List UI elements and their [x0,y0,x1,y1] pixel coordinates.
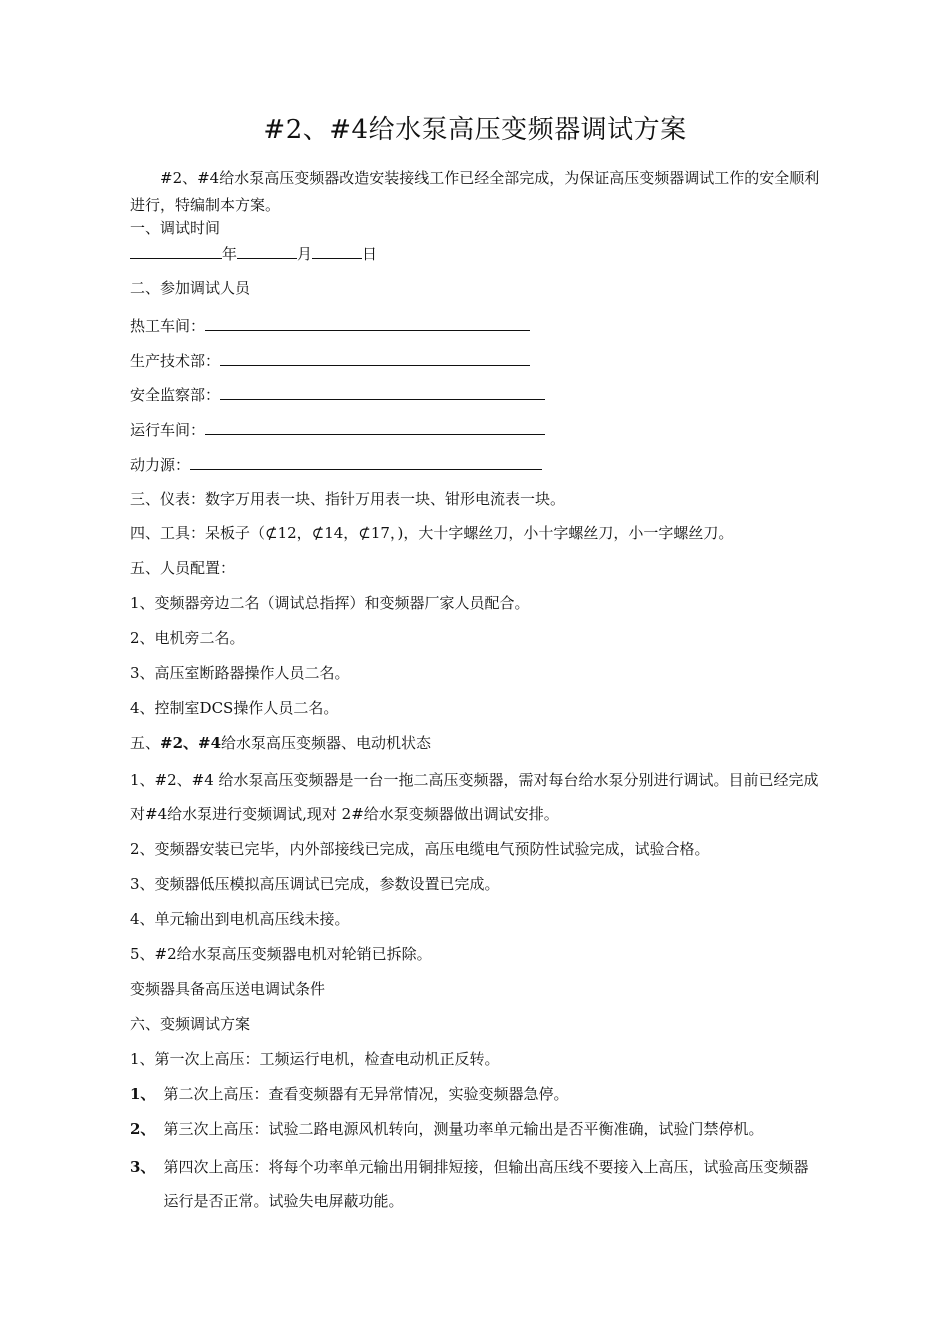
heading-bold: #2、#4 [160,734,222,752]
field-line [205,314,530,331]
state-item-1: 1、#2、#4 给水泵高压变频器是一台一拖二高压变频器，需对每台给水泵分别进行调试。目前已经完成对#4给水泵进行变频调试,现对 2#给水泵变频器做出调试安排。 [130,771,819,823]
list-item: 2、电机旁二名。 [130,629,245,647]
list-item: 4、控制室DCS操作人员二名。 [130,699,339,717]
section-4-tools: 四、工具：呆板子（⊄12，⊄14，⊄17，)，大十字螺丝刀，小十字螺丝刀，小一字螺丝刀。 [130,524,734,542]
item-text: 第二次上高压：查看变频器有无异常情况，实验变频器急停。 [163,1085,569,1103]
field-row [130,418,545,441]
month-label: 月 [297,245,313,263]
field-line [220,349,530,366]
field-label: 动力源： [130,456,191,474]
field-row [130,383,545,406]
field-label: 安全监察部： [130,386,221,404]
list-item: 2、变频器安装已完毕，内外部接线已完成，高压电缆电气预防性试验完成，试验合格。 [130,840,710,858]
year-blank [130,242,222,259]
item-text: 第三次上高压：试验二路电源风机转向，测量功率单元输出是否平衡准确，试验门禁停机。 [163,1120,764,1138]
list-item: 1、第一次上高压：工频运行电机，检查电动机正反转。 [130,1050,500,1068]
item-number: 1、 [130,1085,156,1103]
list-item: 5、#2给水泵高压变频器电机对轮销已拆除。 [130,945,432,963]
field-line [205,418,545,435]
item-number: 2、 [130,1120,156,1138]
item-text: 第四次上高压：将每个功率单元输出用铜排短接，但输出高压线不要接入上高压，试验高压变频器运行是否正常。试验失电屏蔽功能。 [163,1158,809,1210]
list-item: 1、变频器旁边二名（调试总指挥）和变频器厂家人员配合。 [130,594,530,612]
list-item [130,1118,763,1140]
field-row [130,453,542,476]
section-6-heading: 六、变频调试方案 [130,1015,251,1033]
month-blank [237,242,297,259]
condition-statement: 变频器具备高压送电调试条件 [130,980,326,998]
section-2-heading: 二、参加调试人员 [130,279,251,297]
list-item: 4、单元输出到电机高压线未接。 [130,910,350,928]
section-1-heading: 一、调试时间 [130,219,221,237]
field-label: 热工车间： [130,317,206,335]
list-item: 3、高压室断路器操作人员二名。 [130,664,350,682]
document-title: #2、#4给水泵高压变频器调试方案 [263,115,687,145]
field-line [220,383,545,400]
field-row [130,349,530,372]
section-5-heading: 五、人员配置： [130,559,236,577]
heading-prefix: 五、 [130,734,161,752]
field-line [190,453,542,470]
field-row [130,314,530,337]
list-item [130,1150,820,1218]
debug-date-line [130,242,377,265]
day-blank [312,242,362,259]
list-item: 3、变频器低压模拟高压调试已完成，参数设置已完成。 [130,875,500,893]
field-label: 生产技术部： [130,352,221,370]
day-label: 日 [362,245,378,263]
item-number: 3、 [130,1158,156,1176]
field-label: 运行车间： [130,421,206,439]
section-3-instruments: 三、仪表：数字万用表一块、指针万用表一块、钳形电流表一块。 [130,490,566,508]
year-label: 年 [222,245,238,263]
heading-rest: 给水泵高压变频器、电动机状态 [221,734,432,752]
list-item [130,1083,568,1105]
intro-paragraph: #2、#4给水泵高压变频器改造安装接线工作已经全部完成，为保证高压变频器调试工作的安全顺利进行，特编制本方案。 [130,169,820,214]
section-5b-heading [130,732,431,754]
